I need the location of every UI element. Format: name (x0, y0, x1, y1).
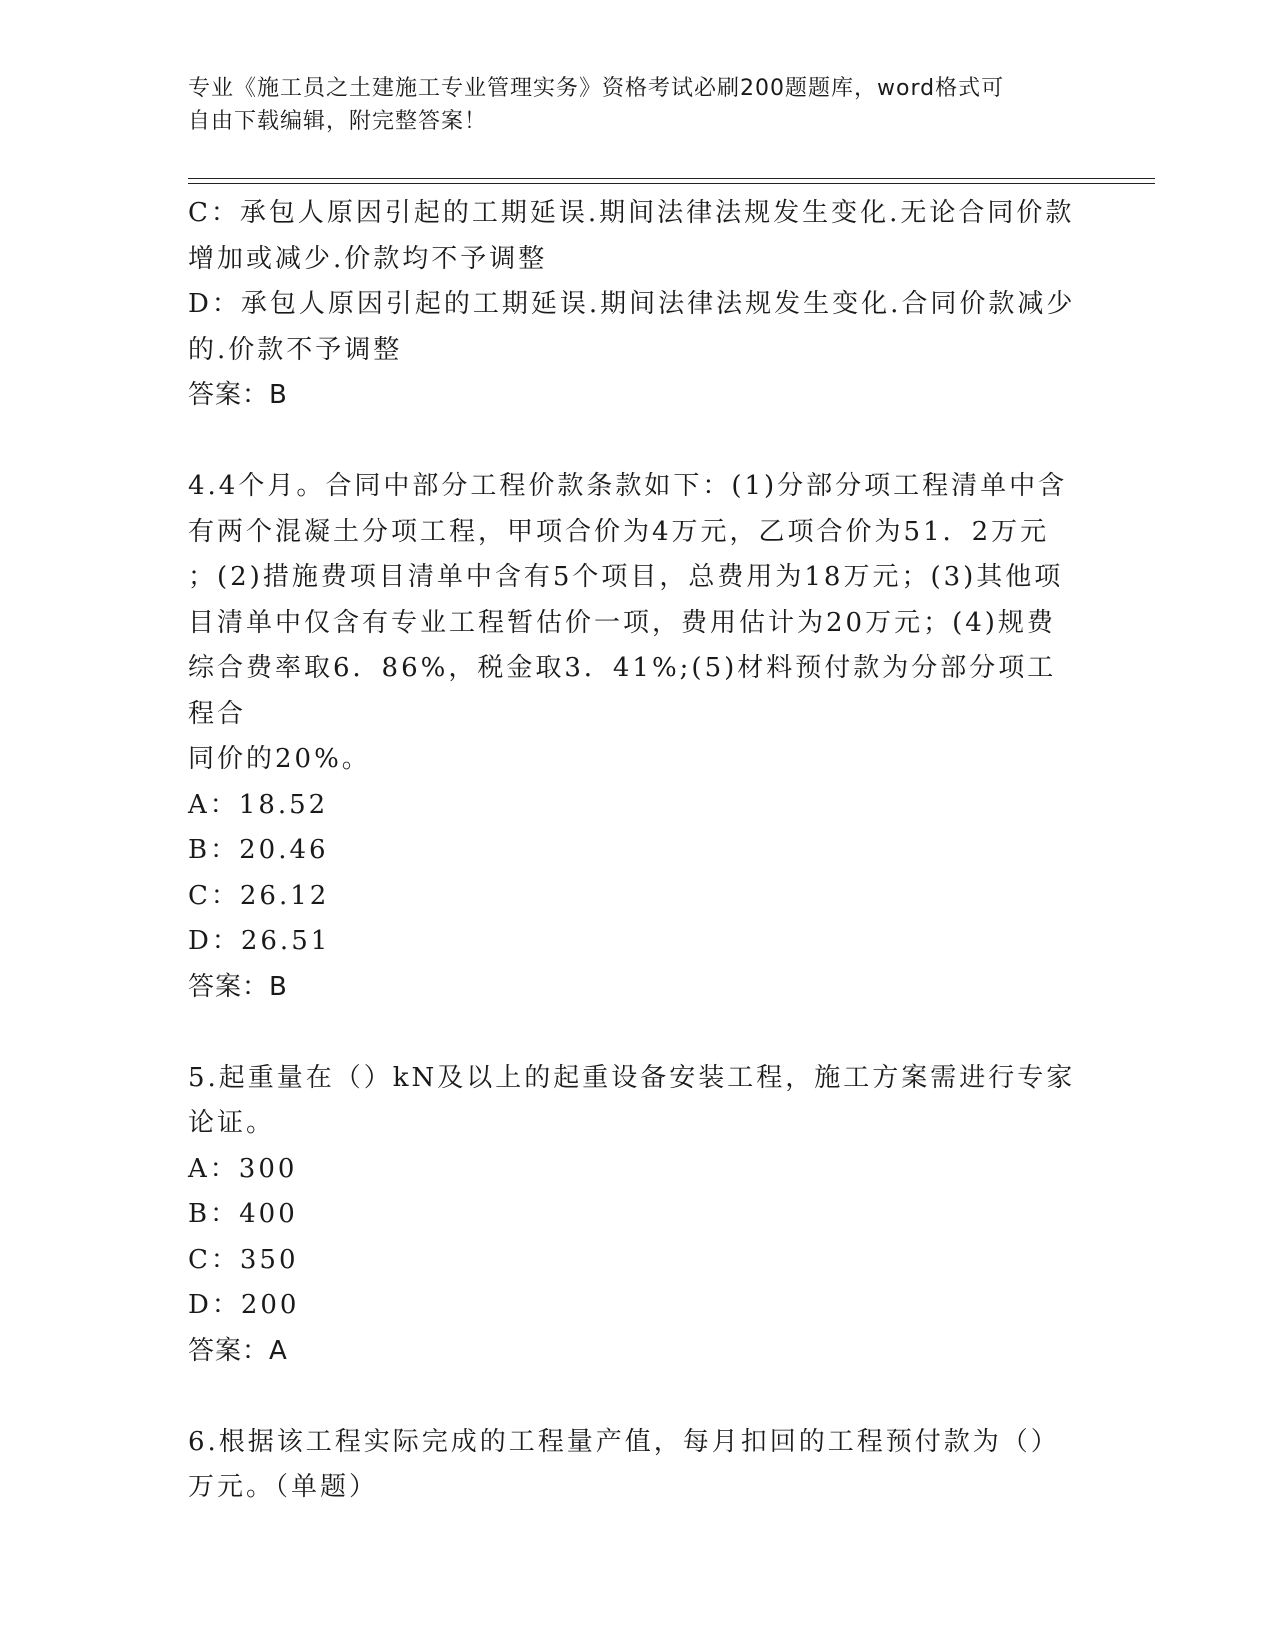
option-c: C：350 (188, 1244, 299, 1275)
option-b: B：20.46 (188, 835, 329, 865)
option-c-line-2: 增加或减少.价款均不予调整 (188, 243, 548, 274)
header-line-2: 自由下载编辑，附完整答案！ (188, 109, 488, 134)
question-text-line: ；(2)措施费项目清单中含有5个项目，总费用为18万元；(3)其他项 (188, 562, 1064, 592)
option-d-line-2: 的.价款不予调整 (188, 334, 403, 365)
page-header (188, 72, 1068, 138)
option-a: A：300 (188, 1153, 298, 1184)
header-line-1: 专业《施工员之土建施工专业管理实务》资格考试必刷200题题库，word格式可 (188, 76, 1005, 101)
question-5-block (188, 1056, 1078, 1375)
question-text-line: 论证。 (188, 1108, 276, 1138)
question-6-block (188, 1420, 1078, 1511)
answer-line: 答案：B (188, 380, 288, 410)
option-d-line-1: D：承包人原因引起的工期延误.期间法律法规发生变化.合同价款减少 (188, 289, 1076, 319)
question-text-line: 有两个混凝土分项工程，甲项合价为4万元，乙项合价为51．2万元 (188, 516, 1050, 547)
document-body (188, 191, 1078, 1511)
answer-line: 答案：B (188, 971, 288, 1002)
answer-line: 答案：A (188, 1335, 288, 1366)
question-text-line: 6.根据该工程实际完成的工程量产值，每月扣回的工程预付款为（） (188, 1426, 1060, 1457)
option-d: D：200 (188, 1290, 300, 1320)
option-c-line-1: C：承包人原因引起的工期延误.期间法律法规发生变化.无论合同价款 (188, 198, 1075, 228)
question-text-line: 综合费率取6．86%，税金取3．41%;(5)材料预付款为分部分项工程合 (188, 653, 1057, 729)
header-divider-bottom (188, 183, 1155, 184)
spacer (188, 1010, 1078, 1056)
question-text-line: 4.4个月。合同中部分工程价款条款如下：(1)分部分项工程清单中含 (188, 471, 1068, 501)
spacer (188, 1374, 1078, 1420)
option-a: A：18.52 (188, 789, 329, 820)
question-text-line: 同价的20%。 (188, 744, 371, 774)
option-c: C：26.12 (188, 880, 330, 911)
header-divider-top (188, 178, 1155, 179)
question-text-line: 目清单中仅含有专业工程暂估价一项，费用估计为20万元；(4)规费 (188, 607, 1056, 638)
option-d: D：26.51 (188, 926, 331, 956)
question-text-line: 万元。（单题） (188, 1472, 379, 1502)
question-4-block (188, 464, 1078, 1010)
spacer (188, 419, 1078, 465)
question-text-line: 5.起重量在（）kN及以上的起重设备安装工程，施工方案需进行专家 (188, 1062, 1076, 1093)
question-3-block (188, 191, 1078, 419)
option-b: B：400 (188, 1199, 298, 1229)
